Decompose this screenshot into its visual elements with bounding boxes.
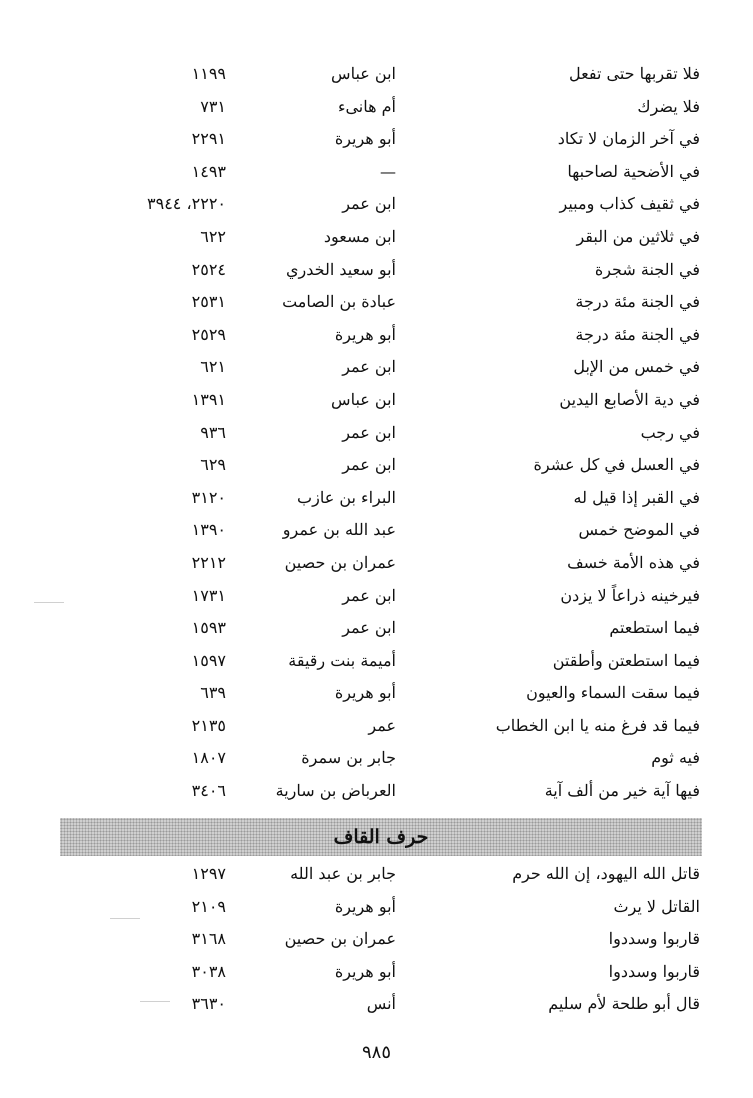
- hadith-text: في آخر الزمان لا تكاد: [557, 129, 700, 149]
- hadith-text: في ثقيف كذاب ومبير: [559, 194, 700, 214]
- list-item: [120, 417, 700, 450]
- list-item: [120, 742, 700, 775]
- list-item: [120, 384, 700, 417]
- hadith-text: في الجنة شجرة: [594, 259, 700, 279]
- narrator: أبو هريرة: [334, 683, 396, 703]
- hadith-number: ٣٦٣٠: [191, 994, 226, 1014]
- hadith-number: ١٥٩٣: [191, 618, 226, 638]
- hadith-text: في القبر إذا قيل له: [573, 487, 700, 507]
- page-number: ٩٨٥: [361, 1042, 391, 1063]
- hadith-text: فيما استطعتم: [609, 618, 700, 638]
- hadith-number: ٦٢٩: [200, 455, 226, 475]
- hadith-text: فيه ثوم: [651, 748, 700, 768]
- narrator: ابن عمر: [342, 357, 396, 377]
- narrator: أبو هريرة: [334, 961, 396, 981]
- narrator: ابن عباس: [331, 64, 396, 83]
- list-item: [120, 580, 700, 613]
- narrator: ابن عمر: [342, 618, 396, 638]
- list-item: [120, 286, 700, 319]
- hadith-text: في الموضح خمس: [578, 520, 700, 540]
- hadith-text: فيرخينه ذراعاً لا يزدن: [560, 585, 700, 605]
- list-item: [120, 988, 700, 1021]
- list-item: [120, 351, 700, 384]
- list-item: [120, 156, 700, 189]
- list-item: [120, 449, 700, 482]
- hadith-number: ١٨٠٧: [191, 748, 226, 768]
- narrator: جابر بن سمرة: [301, 748, 396, 768]
- list-item: [120, 91, 700, 124]
- hadith-number: ٦٢٢: [200, 226, 226, 246]
- list-item: [120, 891, 700, 924]
- list-item: [120, 58, 700, 91]
- narrator: جابر بن عبد الله: [290, 864, 396, 883]
- narrator: البراء بن عازب: [297, 487, 396, 507]
- hadith-text: فلا تقربها حتى تفعل: [569, 64, 700, 83]
- hadith-number: ٣٠٣٨: [191, 961, 226, 981]
- narrator: أنس: [366, 994, 396, 1014]
- narrator: عمران بن حصين: [284, 552, 396, 572]
- narrator: عمر: [368, 715, 396, 735]
- narrator: أبو هريرة: [334, 324, 396, 344]
- hadith-number: ٢١٠٩: [191, 896, 226, 916]
- list-item: [120, 923, 700, 956]
- list-item: [120, 956, 700, 989]
- list-item: [120, 123, 700, 156]
- hadith-text: فيما سقت السماء والعيون: [526, 683, 700, 703]
- scan-edge-mark: [34, 602, 64, 603]
- hadith-text: في العسل في كل عشرة: [533, 455, 700, 475]
- narrator: أبو هريرة: [334, 896, 396, 916]
- entries-list: [120, 58, 700, 808]
- narrator: ابن عمر: [342, 194, 396, 214]
- narrator: عبد الله بن عمرو: [282, 520, 396, 540]
- list-item: [120, 319, 700, 352]
- hadith-text: في الأضحية لصاحبها: [567, 161, 700, 181]
- hadith-number: ٢٥٢٤: [191, 259, 226, 279]
- hadith-number: ٢٢١٢: [191, 552, 226, 572]
- hadith-number: ٧٣١: [200, 96, 226, 116]
- hadith-text: قاربوا وسددوا: [608, 929, 700, 949]
- list-item: [120, 221, 700, 254]
- hadith-number: ١٢٩٧: [191, 864, 226, 883]
- narrator: ابن عمر: [342, 422, 396, 442]
- narrator: أبو سعيد الخدري: [286, 259, 396, 279]
- narrator: أبو هريرة: [334, 129, 396, 149]
- hadith-number: ١٤٩٣: [191, 161, 226, 181]
- narrator: ابن مسعود: [323, 226, 396, 246]
- list-item: [120, 188, 700, 221]
- section-entries-list: [120, 858, 700, 1021]
- narrator: ابن عباس: [331, 389, 396, 409]
- list-item: [120, 710, 700, 743]
- scan-edge-mark: [140, 1001, 170, 1002]
- hadith-number: ١١٩٩: [191, 64, 226, 83]
- list-item: [120, 482, 700, 515]
- hadith-number: ١٣٩٠: [191, 520, 226, 540]
- narrator: أميمة بنت رقيقة: [288, 650, 396, 670]
- hadith-text: فيها آية خير من ألف آية: [544, 781, 700, 801]
- narrator: العرباض بن سارية: [275, 781, 396, 801]
- narrator: عبادة بن الصامت: [282, 292, 396, 312]
- list-item: [120, 645, 700, 678]
- narrator: ابن عمر: [342, 455, 396, 475]
- list-item: [120, 775, 700, 808]
- narrator: —: [380, 161, 396, 181]
- hadith-text: في دية الأصابع اليدين: [559, 389, 700, 409]
- section-header: [60, 818, 702, 856]
- hadith-text: قاتل الله اليهود، إن الله حرم: [512, 864, 700, 883]
- hadith-text: قال أبو طلحة لأم سليم: [548, 994, 700, 1014]
- narrator: أم هانىء: [337, 96, 396, 116]
- hadith-text: في ثلاثين من البقر: [576, 226, 700, 246]
- hadith-number: ٦٢١: [200, 357, 226, 377]
- scan-edge-mark: [110, 918, 140, 919]
- list-item: [120, 858, 700, 891]
- hadith-number: ٢٥٢٩: [191, 324, 226, 344]
- hadith-number: ١٣٩١: [191, 389, 226, 409]
- hadith-number: ٦٣٩: [200, 683, 226, 703]
- list-item: [120, 677, 700, 710]
- hadith-text: فيما قد فرغ منه يا ابن الخطاب: [495, 715, 700, 735]
- hadith-number: ٢٢٢٠، ٣٩٤٤: [147, 194, 226, 214]
- list-item: [120, 254, 700, 287]
- list-item: [120, 612, 700, 645]
- hadith-text: في الجنة مئة درجة: [575, 324, 700, 344]
- hadith-number: ٣١٦٨: [191, 929, 226, 949]
- hadith-text: في رجب: [640, 422, 700, 442]
- hadith-number: ٢١٣٥: [191, 715, 226, 735]
- hadith-text: في خمس من الإبل: [573, 357, 700, 377]
- list-item: [120, 514, 700, 547]
- hadith-text: في الجنة مئة درجة: [575, 292, 700, 312]
- hadith-number: ١٧٣١: [191, 585, 226, 605]
- hadith-number: ٢٢٩١: [191, 129, 226, 149]
- hadith-text: في هذه الأمة خسف: [567, 552, 700, 572]
- hadith-text: فيما استطعتن وأطقتن: [552, 650, 700, 670]
- narrator: عمران بن حصين: [284, 929, 396, 949]
- hadith-number: ٩٣٦: [200, 422, 226, 442]
- hadith-number: ١٥٩٧: [191, 650, 226, 670]
- list-item: [120, 547, 700, 580]
- section-title: حرف القاف: [333, 826, 429, 848]
- hadith-text: قاربوا وسددوا: [608, 961, 700, 981]
- hadith-number: ٣١٢٠: [191, 487, 226, 507]
- hadith-number: ٣٤٠٦: [191, 781, 226, 801]
- hadith-text: القاتل لا يرث: [613, 896, 700, 916]
- hadith-number: ٢٥٣١: [191, 292, 226, 312]
- hadith-text: فلا يضرك: [637, 96, 700, 116]
- narrator: ابن عمر: [342, 585, 396, 605]
